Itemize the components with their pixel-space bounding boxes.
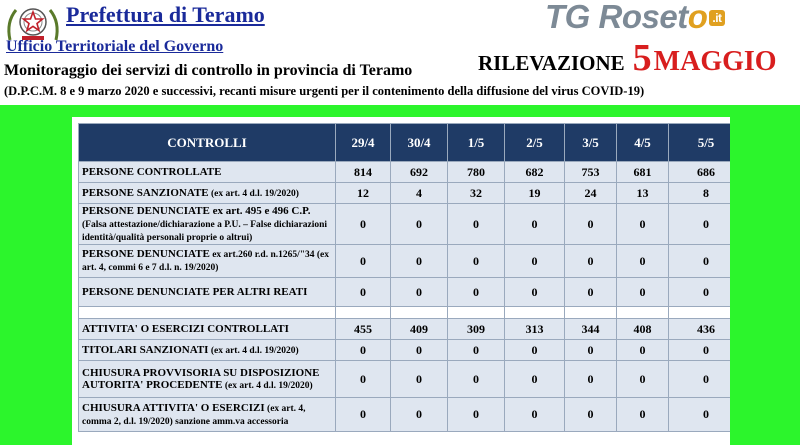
row-label-note: (Falsa attestazione/dichiarazione a P.U. – False dichiarazioni identità/qualità personali proprie o altrui) — [82, 219, 328, 243]
cell-value: 0 — [617, 278, 669, 307]
cell-value: 0 — [565, 278, 617, 307]
cell-value: 309 — [448, 319, 505, 340]
cell-value: 0 — [505, 361, 565, 398]
prefettura-subtitle: Ufficio Territoriale del Governo — [6, 38, 224, 55]
cell-value: 8 — [669, 183, 731, 204]
cell-value: 0 — [565, 204, 617, 245]
cell-value: 4 — [391, 183, 448, 204]
cell-value: 681 — [617, 162, 669, 183]
table-row — [79, 183, 731, 204]
row-label-note: (ex art. 4 d.l. 19/2020) — [208, 345, 299, 356]
cell-value: 0 — [669, 204, 731, 245]
cell-value: 344 — [565, 319, 617, 340]
cell-value: 0 — [617, 361, 669, 398]
separator-cell — [505, 307, 565, 319]
row-label-note: ex art.260 r.d. n.1265/"34 (ex art. 4, commi 6 e 7 d.l. n. 19/2020) — [82, 250, 330, 273]
cell-value: 753 — [565, 162, 617, 183]
row-label-main: ATTIVITA' O ESERCIZI CONTROLLATI — [82, 322, 289, 335]
cell-value: 0 — [336, 340, 391, 361]
cell-value: 0 — [669, 398, 731, 432]
separator-cell — [617, 307, 669, 319]
dpcm-subtitle: (D.P.C.M. 8 e 9 marzo 2020 e successivi, recanti misure urgenti per il contenimento della diffusione del virus COVID-19) — [4, 84, 645, 98]
table-header-row — [79, 124, 731, 162]
row-label-main: PERSONE CONTROLLATE — [82, 165, 222, 178]
row-label-main: CHIUSURA ATTIVITA' O ESERCIZI — [82, 401, 265, 414]
row-label — [79, 319, 336, 340]
cell-value: 0 — [448, 245, 505, 278]
row-label — [79, 340, 336, 361]
table-row — [79, 204, 731, 245]
header-date: 3/5 — [565, 124, 617, 162]
cell-value: 0 — [617, 245, 669, 278]
cell-value: 0 — [617, 398, 669, 432]
row-label-main: PERSONE SANZIONATE — [82, 186, 209, 199]
cell-value: 0 — [669, 278, 731, 307]
separator-cell — [79, 307, 336, 319]
cell-value: 455 — [336, 319, 391, 340]
row-label — [79, 361, 336, 398]
cell-value: 0 — [448, 204, 505, 245]
row-label-main: PERSONE DENUNCIATE PER ALTRI REATI — [82, 285, 308, 298]
cell-value: 0 — [617, 204, 669, 245]
cell-value: 0 — [336, 204, 391, 245]
tg-roseto-logo — [545, 0, 725, 36]
italian-republic-emblem-icon — [4, 2, 62, 42]
row-label — [79, 278, 336, 307]
cell-value: 0 — [448, 278, 505, 307]
rilevazione-day: 5 — [632, 37, 652, 79]
cell-value: 0 — [505, 245, 565, 278]
cell-value: 0 — [336, 398, 391, 432]
separator-cell — [565, 307, 617, 319]
cell-value: 0 — [391, 398, 448, 432]
header-date: 2/5 — [505, 124, 565, 162]
row-label-main: PERSONE DENUNCIATE ex art. 495 e 496 C.P. — [82, 204, 311, 217]
cell-value: 686 — [669, 162, 731, 183]
header-date: 4/5 — [617, 124, 669, 162]
page-header — [0, 0, 800, 105]
monitoring-title: Monitoraggio dei servizi di controllo in provincia di Teramo — [4, 62, 413, 79]
cell-value: 0 — [565, 340, 617, 361]
cell-value: 692 — [391, 162, 448, 183]
row-label-main: CHIUSURA PROVVISORIA SU DISPOSIZIONE AUTORITA' PROCEDENTE — [82, 366, 320, 391]
cell-value: 0 — [448, 340, 505, 361]
cell-value: 313 — [505, 319, 565, 340]
cell-value: 0 — [448, 398, 505, 432]
rilevazione-heading — [478, 36, 777, 80]
rilevazione-month: MAGGIO — [653, 46, 777, 77]
cell-value: 0 — [565, 398, 617, 432]
row-label-note: (ex art. 4 d.l. 19/2020) — [208, 188, 299, 199]
logo-badge: .it — [709, 10, 724, 26]
table-row — [79, 398, 731, 432]
separator-cell — [448, 307, 505, 319]
cell-value: 0 — [391, 204, 448, 245]
cell-value: 0 — [448, 361, 505, 398]
header-date: 1/5 — [448, 124, 505, 162]
logo-text-tg: TG Roset — [545, 0, 688, 35]
separator-cell — [336, 307, 391, 319]
table-row — [79, 340, 731, 361]
header-date: 5/5 — [669, 124, 731, 162]
cell-value: 13 — [617, 183, 669, 204]
row-label-note: (ex art. 4 d.l. 19/2020) — [222, 380, 313, 391]
header-controlli: CONTROLLI — [79, 124, 336, 162]
row-label — [79, 398, 336, 432]
table-row — [79, 162, 731, 183]
cell-value: 0 — [669, 361, 731, 398]
table-row — [79, 361, 731, 398]
cell-value: 0 — [336, 245, 391, 278]
table-row — [79, 319, 731, 340]
cell-value: 0 — [336, 361, 391, 398]
cell-value: 0 — [505, 204, 565, 245]
row-label — [79, 204, 336, 245]
separator-cell — [669, 307, 731, 319]
table-panel — [72, 117, 730, 445]
cell-value: 408 — [617, 319, 669, 340]
cell-value: 0 — [391, 361, 448, 398]
header-date: 30/4 — [391, 124, 448, 162]
cell-value: 0 — [669, 245, 731, 278]
cell-value: 0 — [565, 245, 617, 278]
cell-value: 0 — [617, 340, 669, 361]
cell-value: 0 — [505, 278, 565, 307]
cell-value: 0 — [505, 398, 565, 432]
cell-value: 0 — [565, 361, 617, 398]
prefettura-title: Prefettura di Teramo — [66, 2, 265, 27]
cell-value: 0 — [391, 245, 448, 278]
row-label-main: TITOLARI SANZIONATI — [82, 343, 209, 356]
separator-cell — [391, 307, 448, 319]
cell-value: 409 — [391, 319, 448, 340]
cell-value: 19 — [505, 183, 565, 204]
cell-value: 24 — [565, 183, 617, 204]
cell-value: 0 — [669, 340, 731, 361]
cell-value: 814 — [336, 162, 391, 183]
table-row — [79, 245, 731, 278]
table-row — [79, 278, 731, 307]
logo-text-o: o — [687, 0, 708, 35]
cell-value: 436 — [669, 319, 731, 340]
row-label — [79, 162, 336, 183]
rilevazione-label: RILEVAZIONE — [478, 51, 625, 75]
row-label — [79, 183, 336, 204]
cell-value: 12 — [336, 183, 391, 204]
controls-table — [78, 123, 730, 432]
cell-value: 0 — [391, 278, 448, 307]
row-label — [79, 245, 336, 278]
table-separator-row — [79, 307, 731, 319]
row-label-note: (ex art. 4, comma 2, d.l. 19/2020) sanzione amm.va accessoria — [82, 403, 306, 427]
cell-value: 682 — [505, 162, 565, 183]
cell-value: 32 — [448, 183, 505, 204]
header-date: 29/4 — [336, 124, 391, 162]
row-label-main: PERSONE DENUNCIATE — [82, 248, 210, 260]
cell-value: 0 — [336, 278, 391, 307]
cell-value: 0 — [505, 340, 565, 361]
cell-value: 0 — [391, 340, 448, 361]
cell-value: 780 — [448, 162, 505, 183]
